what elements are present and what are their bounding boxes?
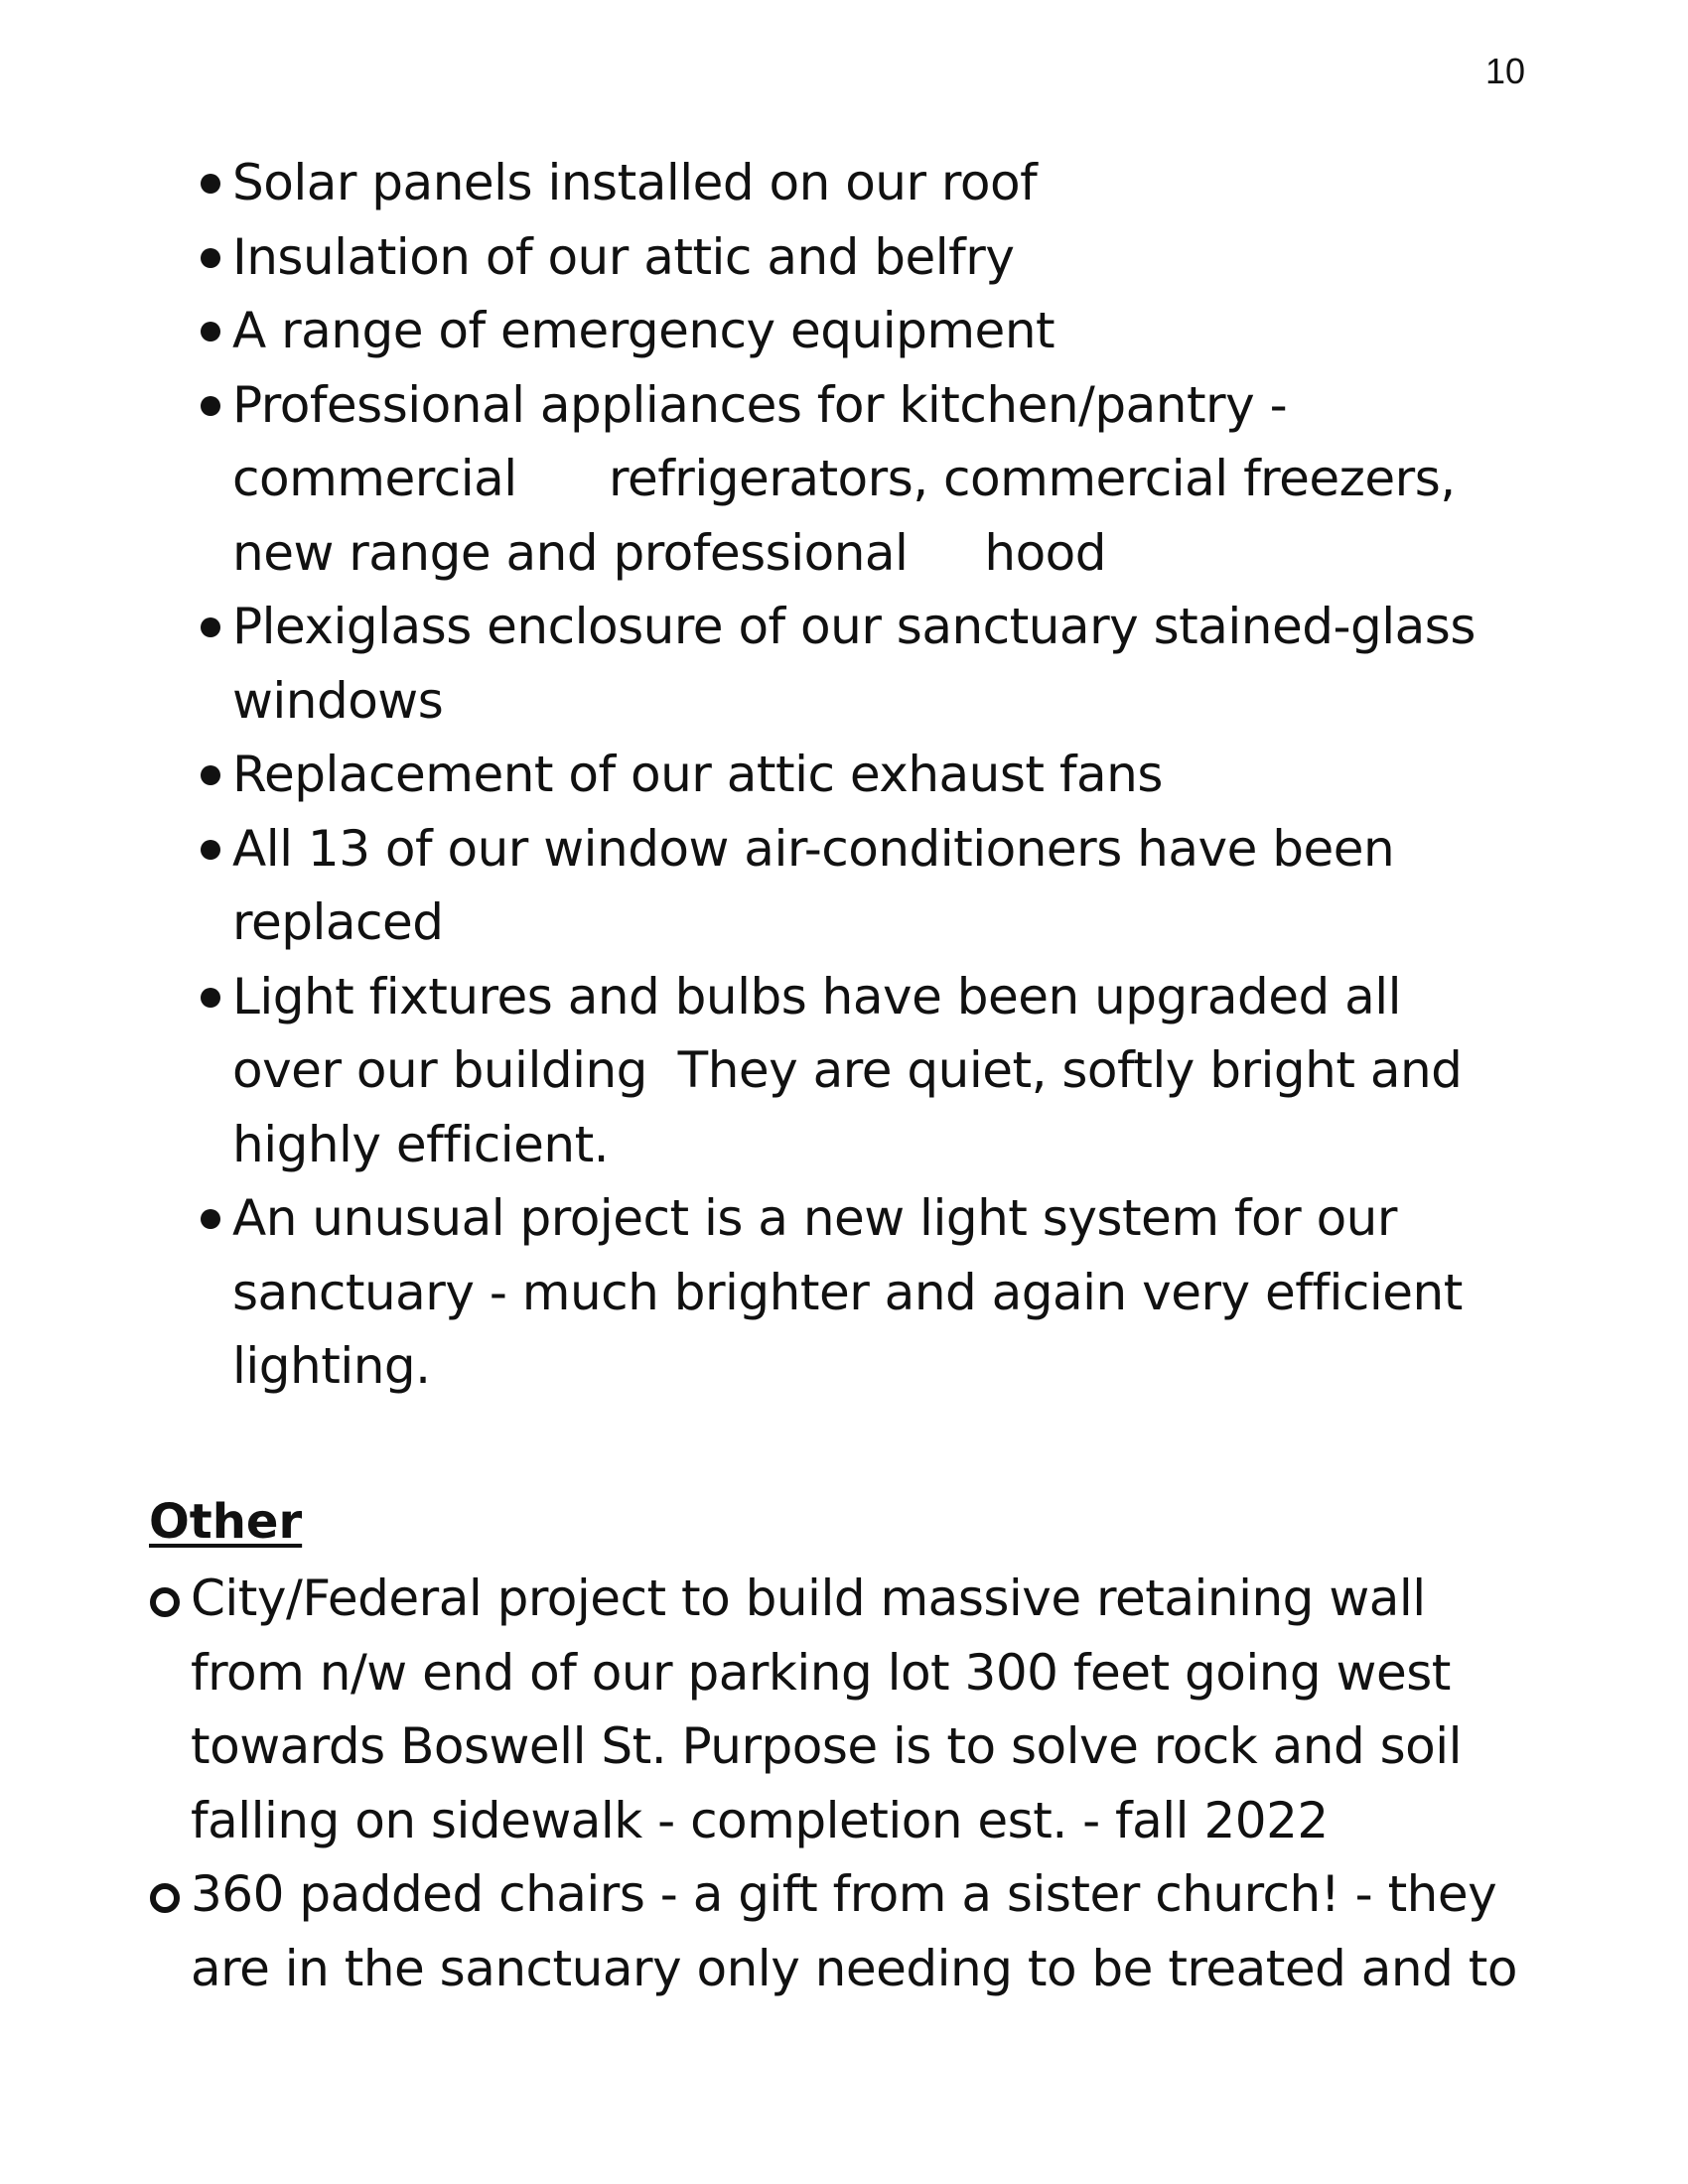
bullet-icon — [201, 765, 220, 785]
list-item-text: All 13 of our window air-conditioners have been — [232, 819, 1395, 878]
list-item — [197, 1181, 1476, 1404]
list-item-text: Light fixtures and bulbs have been upgraded all — [232, 967, 1402, 1025]
bullet-icon — [201, 396, 220, 416]
list-item-text: Professional appliances for kitchen/pantry - — [232, 375, 1288, 434]
upgrades-bullet-list — [197, 146, 1476, 1404]
section-heading-other: Other — [149, 1494, 303, 1550]
bullet-icon — [201, 1209, 220, 1229]
list-item-text: windows — [232, 671, 444, 730]
list-item — [197, 738, 1476, 812]
list-item — [197, 590, 1476, 738]
list-item-text: lighting. — [232, 1337, 431, 1395]
list-item-text: replaced — [232, 893, 444, 951]
list-item-text: from n/w end of our parking lot 300 feet going west — [191, 1643, 1451, 1702]
list-item — [197, 294, 1476, 368]
list-item — [197, 812, 1476, 960]
bullet-icon — [201, 248, 220, 268]
bullet-icon — [201, 174, 220, 194]
list-item-text: Plexiglass enclosure of our sanctuary stained-glass — [232, 598, 1476, 655]
list-item — [147, 1857, 1517, 2005]
list-item-text: new range and professional hood — [232, 523, 1107, 582]
list-item-text: 360 padded chairs - a gift from a sister church! - they — [191, 1865, 1497, 1923]
list-item-text: Insulation of our attic and belfry — [232, 227, 1015, 286]
list-item-text: City/Federal project to build massive retaining wall — [191, 1570, 1426, 1627]
list-item-text: highly efficient. — [232, 1115, 610, 1173]
list-item — [197, 146, 1476, 220]
list-item-text: Replacement of our attic exhaust fans — [232, 746, 1163, 803]
bullet-icon — [201, 617, 220, 637]
bullet-icon — [201, 322, 220, 341]
list-item-text: An unusual project is a new light system for our — [232, 1189, 1397, 1247]
list-item-text: over our building They are quiet, softly bright and — [232, 1041, 1463, 1099]
bullet-icon — [201, 840, 220, 860]
list-item — [197, 220, 1476, 295]
list-item-text: A range of emergency equipment — [232, 302, 1055, 359]
list-item — [197, 368, 1476, 591]
list-item — [147, 1562, 1517, 1857]
hollow-circle-bullet-icon — [150, 1587, 180, 1617]
hollow-circle-bullet-icon — [150, 1883, 180, 1913]
other-list — [147, 1562, 1517, 2005]
bullet-icon — [201, 988, 220, 1008]
page-number: 10 — [1485, 51, 1526, 91]
list-item-text: commercial refrigerators, commercial freezers, — [232, 450, 1456, 507]
list-item-text: are in the sanctuary only needing to be treated and to — [191, 1939, 1517, 1997]
list-item-text: towards Boswell St. Purpose is to solve rock and soil — [191, 1717, 1463, 1775]
list-item-text: sanctuary - much brighter and again very efficient — [232, 1263, 1463, 1321]
list-item-text: Solar panels installed on our roof — [232, 154, 1038, 211]
list-item-text: falling on sidewalk - completion est. - fall 2022 — [191, 1791, 1329, 1849]
list-item — [197, 960, 1476, 1182]
